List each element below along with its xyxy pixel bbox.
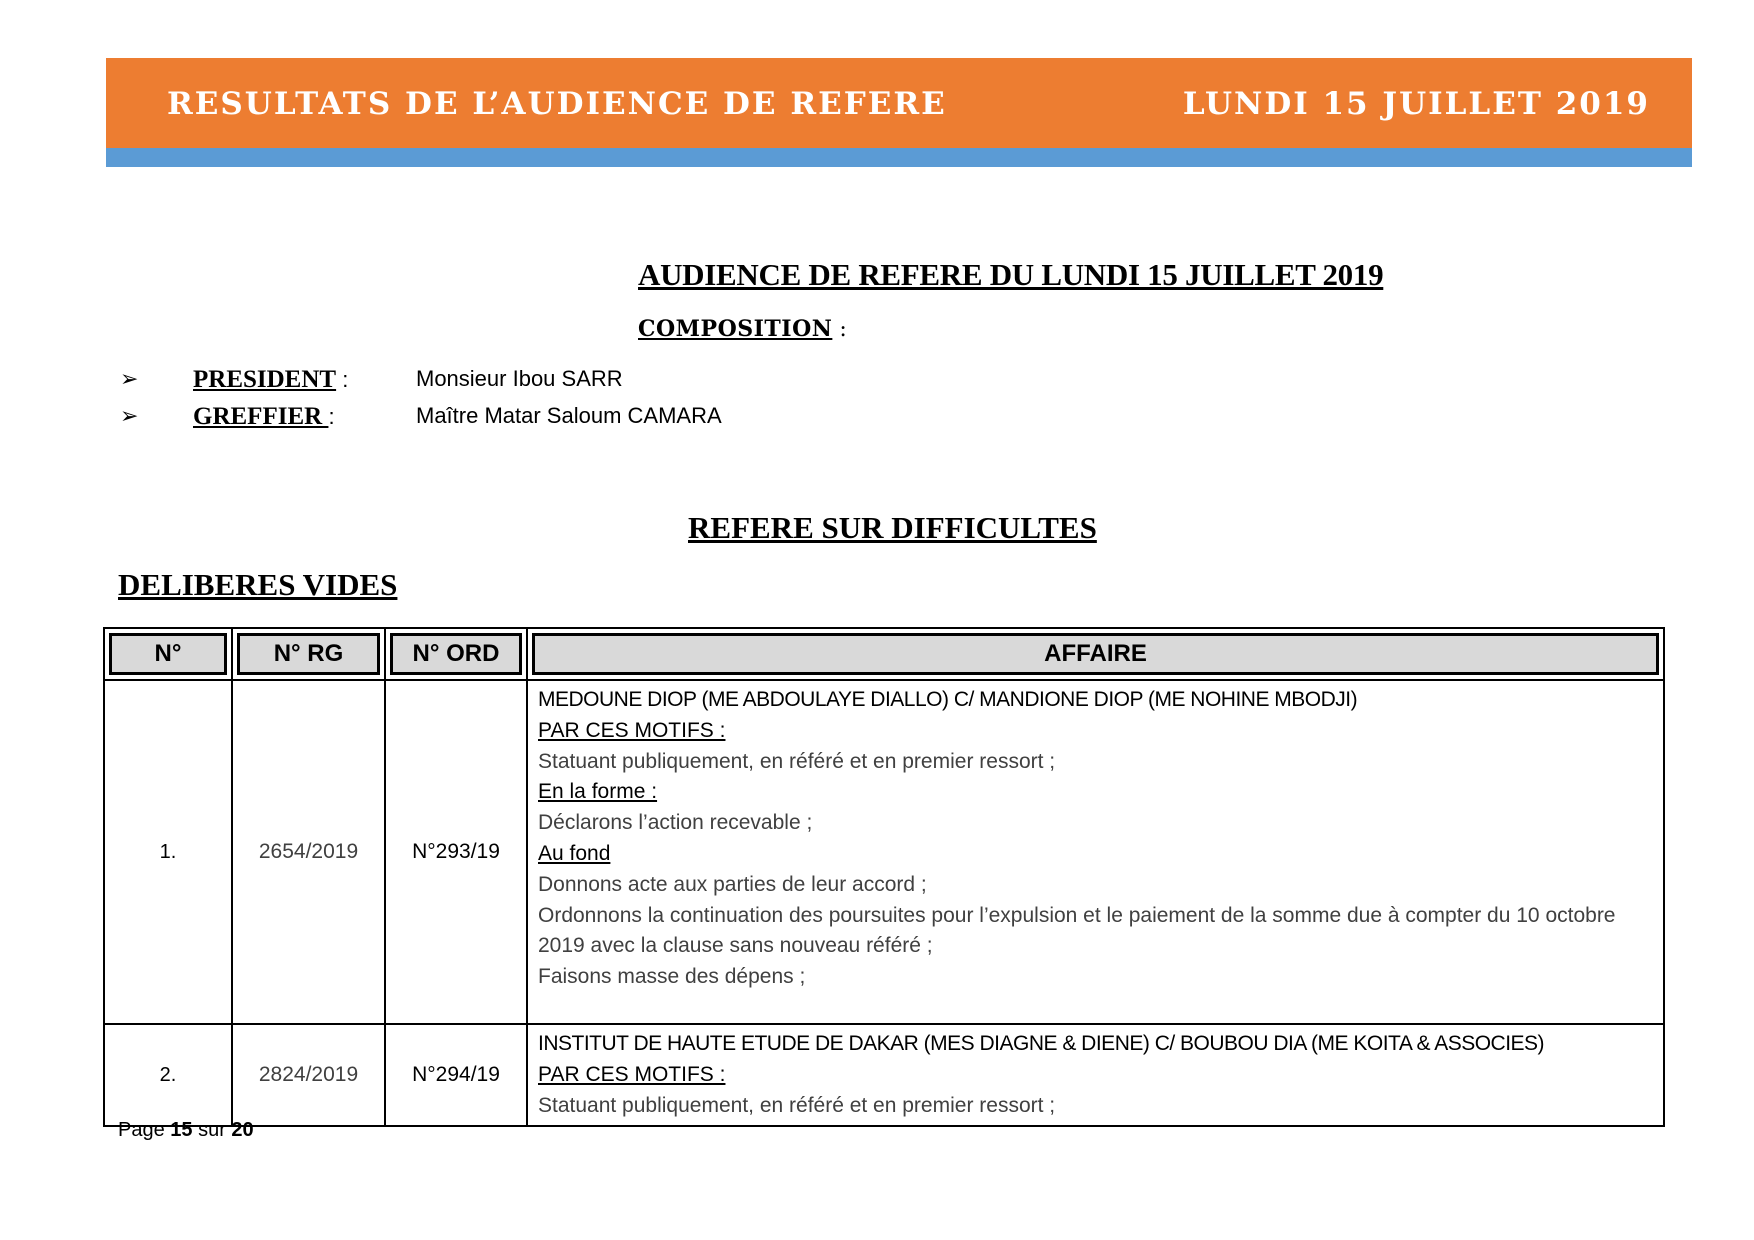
member-name: Monsieur Ibou SARR <box>416 366 623 391</box>
table-header-row <box>104 628 1664 680</box>
affaire-line: Faisons masse des dépens ; <box>538 965 806 989</box>
main-title: AUDIENCE DE REFERE DU LUNDI 15 JUILLET 2019 <box>638 257 1384 292</box>
table-row <box>104 680 1664 1024</box>
affaire-line: Ordonnons la continuation des poursuites pour l’expulsion et le paiement de la somme due à compter du 10 octobre 2019 avec la clause sans nouveau référé ; <box>538 903 1616 958</box>
header-date: LUNDI 15 JUILLET 2019 <box>1182 86 1650 122</box>
arrow-bullet-icon: ➢ <box>120 403 139 428</box>
motifs-label: PAR CES MOTIFS : <box>538 1062 726 1086</box>
affaire-line: Statuant publiquement, en référé et en premier ressort ; <box>538 1093 1056 1117</box>
affaire-line: Donnons acte aux parties de leur accord ; <box>538 872 927 896</box>
section-title: REFERE SUR DIFFICULTES <box>688 510 1097 545</box>
arrow-bullet-icon: ➢ <box>120 366 139 391</box>
motifs-label: PAR CES MOTIFS : <box>538 718 726 742</box>
page-footer: Page 15 sur 20 <box>118 1119 254 1141</box>
affaire-line: Statuant publiquement, en référé et en premier ressort ; <box>538 749 1056 773</box>
fond-label: Au fond <box>538 841 611 865</box>
cell-number: 1. <box>104 680 232 1024</box>
table-row <box>104 1024 1664 1126</box>
affaire-line: Déclarons l’action recevable ; <box>538 811 813 835</box>
composition-heading <box>638 316 847 342</box>
member-name: Maître Matar Saloum CAMARA <box>416 403 722 428</box>
cell-affaire <box>527 680 1664 1024</box>
composition-suffix: : <box>832 317 847 342</box>
cell-affaire <box>527 1024 1664 1126</box>
cell-ord: N°293/19 <box>385 680 527 1024</box>
composition-label: COMPOSITION <box>638 316 833 342</box>
total-pages: 20 <box>231 1119 254 1141</box>
member-role: PRESIDENT : <box>193 366 349 393</box>
current-page: 15 <box>170 1119 193 1141</box>
header-cell: N° RG <box>232 628 385 680</box>
cell-rg: 2654/2019 <box>232 680 385 1024</box>
header-strip <box>106 148 1692 167</box>
affaire-title: INSTITUT DE HAUTE ETUDE DE DAKAR (MES DIAGNE & DIENE) C/ BOUBOU DIA (ME KOITA & ASSOCIES) <box>538 1032 1545 1055</box>
cell-rg: 2824/2019 <box>232 1024 385 1126</box>
header-cell: AFFAIRE <box>527 628 1664 680</box>
cell-number: 2. <box>104 1024 232 1126</box>
member-role: GREFFIER : <box>193 403 335 430</box>
subsection-title: DELIBERES VIDES <box>118 567 398 602</box>
affaire-title: MEDOUNE DIOP (ME ABDOULAYE DIALLO) C/ MANDIONE DIOP (ME NOHINE MBODJI) <box>538 688 1358 711</box>
cell-ord: N°294/19 <box>385 1024 527 1126</box>
header-cell: N° <box>104 628 232 680</box>
header-cell: N° ORD <box>385 628 527 680</box>
forme-label: En la forme : <box>538 780 658 804</box>
header-title: RESULTATS DE L’AUDIENCE DE REFERE <box>167 86 947 122</box>
results-table <box>103 627 1665 1127</box>
